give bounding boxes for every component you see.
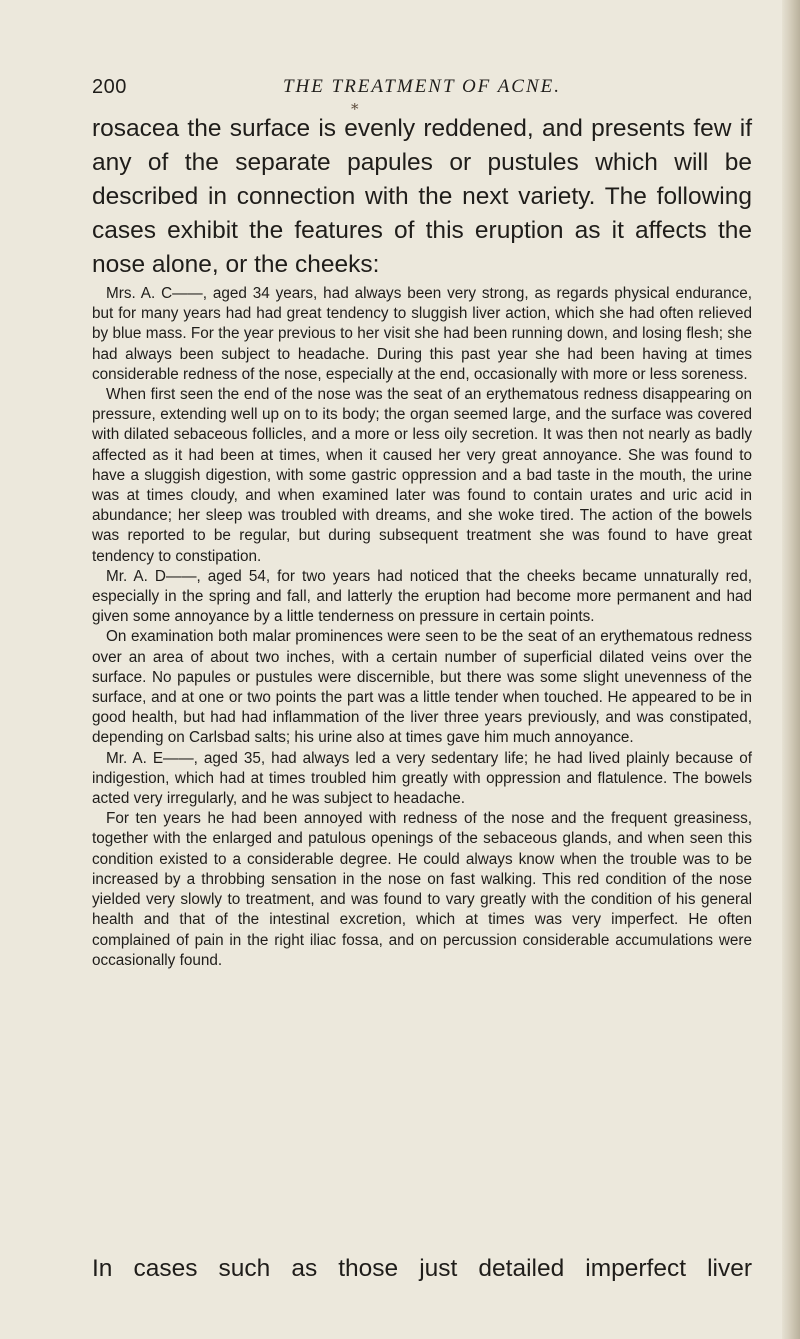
- ink-smudge: *: [351, 100, 359, 118]
- page-edge: [782, 0, 800, 1339]
- case-paragraph: Mr. A. E——, aged 35, had always led a very sedentary life; he had lived plainly because of indigestion, which had at times troubled him greatly with oppression and flatulence. The bowels acted very irregularly, and he was subject to headache.: [92, 749, 752, 808]
- case-reports: [92, 284, 752, 971]
- closing-line: In cases such as those just detailed imperfect liver: [92, 1255, 752, 1282]
- page-header: [92, 76, 752, 106]
- case-paragraph: Mrs. A. C——, aged 34 years, had always been very strong, as regards physical endurance, but for many years had had great tendency to sluggish liver action, which she had often relieved by blue mass. For the year previous to her visit she had been running down, and losing flesh; she had always been subject to headache. During this past year she had been having at times considerable redness of the nose, especially at the end, occasionally with more or less soreness.: [92, 285, 752, 383]
- case-paragraph: For ten years he had been annoyed with redness of the nose and the frequent greasiness, together with the enlarged and patulous openings of the sebaceous glands, and when seen this condition existed to a considerable degree. He could always know when the trouble was to be increased by a throbbing sensation in the nose on fast walking. This red condition of the nose yielded very slowly to treatment, and was found to vary greatly with the condition of his general health and that of the intestinal excretion, which at times was very imperfect. He often complained of pain in the right iliac fossa, and on percussion considerable accumulations were occasionally found.: [92, 810, 752, 969]
- lead-paragraph: rosacea the surface is evenly reddened, and presents few if any of the separate papules or pustules which will be described in connection with the next variety. The following cases exhibit the features of this eruption as it affects the nose alone, or the cheeks:: [92, 115, 752, 278]
- case-paragraph: On examination both malar prominences were seen to be the seat of an erythematous redness over an area of about two inches, with a certain number of superficial dilated veins over the surface. No papules or pustules were discernible, but there was some slight unevenness of the surface, and at one or two points the part was a little tender when touched. He appeared to be in good health, but had had inflammation of the liver three years previously, and was constipated, depending on Carlsbad salts; his urine also at times gave him much annoyance.: [92, 628, 752, 747]
- running-title: THE TREATMENT OF ACNE.: [282, 76, 561, 97]
- case-paragraph: Mr. A. D——, aged 54, for two years had noticed that the cheeks became unnaturally red, especially in the spring and fall, and latterly the eruption had become more permanent and had given some annoyance by a little tenderness on pressure in certain points.: [92, 567, 752, 626]
- case-paragraph: When first seen the end of the nose was the seat of an erythematous redness disappearing on pressure, extending well up on to its body; the organ seemed large, and the surface was covered with dilated sebaceous follicles, and a more or less oily secretion. It was then not nearly as badly affected as it had been at times, when it caused her very great annoyance. She was found to have a sluggish digestion, with some gastric oppression and a bad taste in the mouth, the urine was at times cloudy, and when examined later was found to contain urates and uric acid in abundance; her sleep was troubled with dreams, and she woke tired. The action of the bowels was reported to be regular, but during subsequent treatment she was found to have great tendency to constipation.: [92, 386, 752, 565]
- page-number: 200: [92, 76, 127, 98]
